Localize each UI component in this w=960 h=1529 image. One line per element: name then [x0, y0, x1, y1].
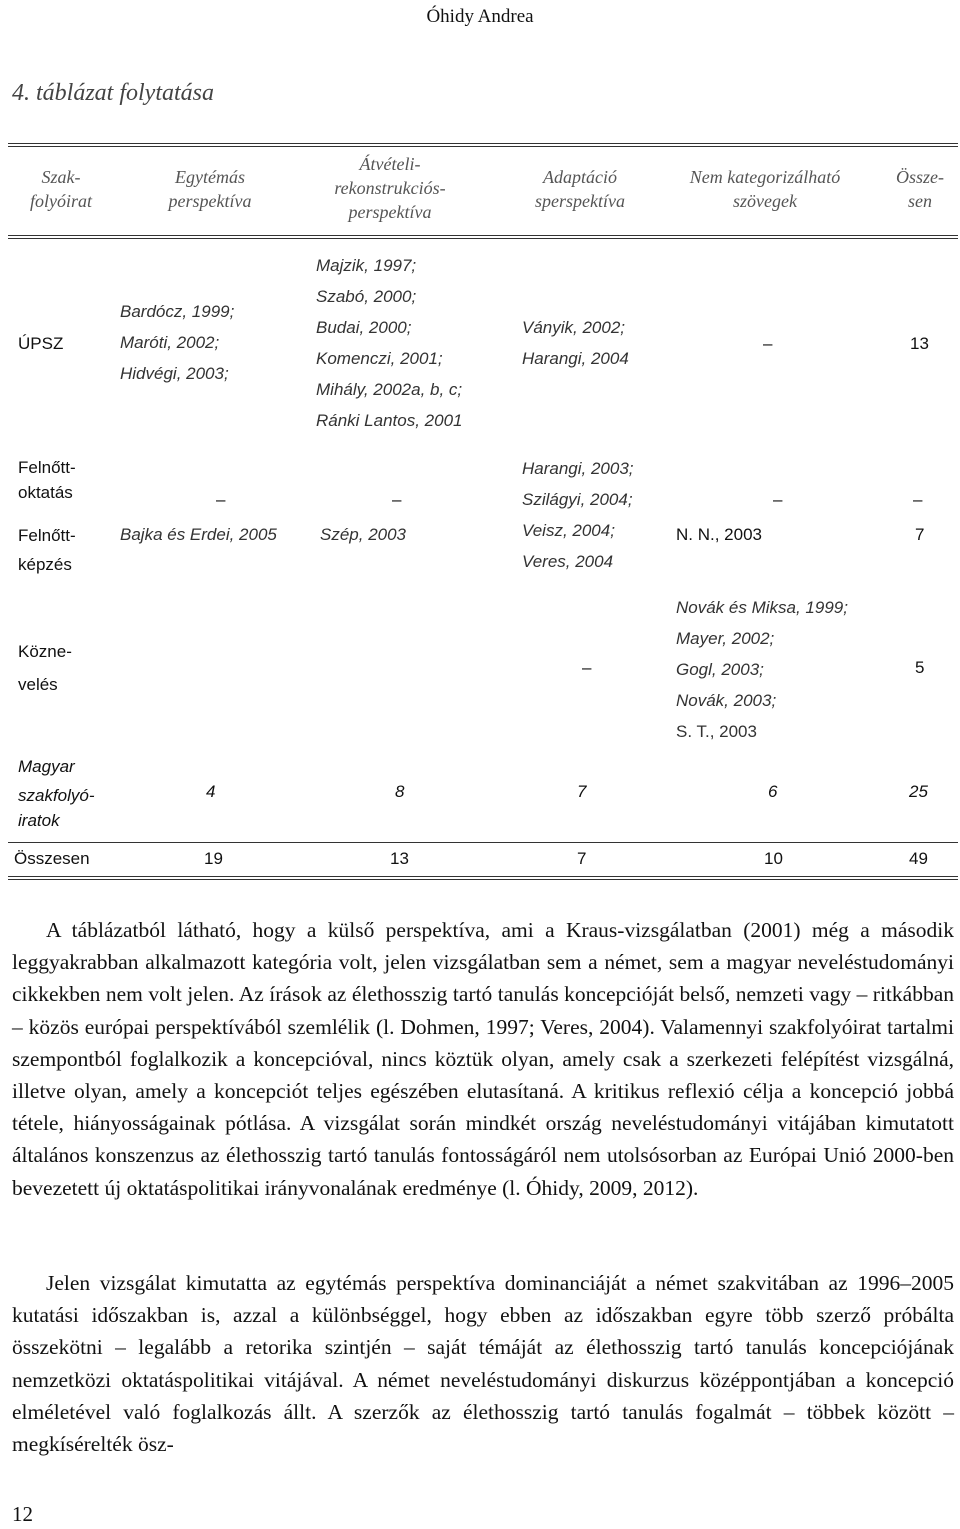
row-label-magyar: Magyar szakfolyó- iratok	[18, 757, 95, 830]
felnottoktatas-egytemas: –	[216, 490, 226, 509]
koznevelés-adaptacio: –	[582, 658, 592, 677]
felnottkepzes-atveteli: Szép, 2003	[320, 525, 407, 544]
osszesen-osszesen: 49	[909, 849, 928, 868]
table-total-rule	[8, 842, 958, 843]
magyar-atveteli: 8	[395, 782, 405, 801]
table-header-rule	[8, 235, 958, 239]
row-label-osszesen: Összesen	[14, 849, 90, 868]
upsz-osszesen: 13	[910, 334, 929, 353]
osszesen-adaptacio: 7	[577, 849, 587, 868]
felnott-adaptacio: Harangi, 2003; Szilágyi, 2004; Veisz, 2004; Veres, 2004	[522, 459, 634, 571]
upsz-adaptacio: Ványik, 2002; Harangi, 2004	[522, 318, 629, 368]
body-paragraph-2: Jelen vizsgálat kimutatta az egytémás perspektíva dominanciáját a német szakvitában az 1996–2005 kutatási időszakban is, azzal a különbséggel, hogy ebben az időszakban egyre több szerző próbálta összekötni – legalább a retorika szintjén – saját témáját az élethosszig tartó tanulás koncepciójának nemzetközi oktatáspolitikai vitájával. A német neveléstudományi diskurzus középpontjában a koncepció elméletével való foglalkozás állt. A szerzők az élethosszig tartó tanulás fogalmát – többek között – megkísérelték ösz-	[12, 1271, 954, 1457]
magyar-egytemas: 4	[206, 782, 216, 801]
col-header-egytemas: Egytémás perspektíva	[168, 167, 252, 211]
upsz-atveteli: Majzik, 1997; Szabó, 2000; Budai, 2000; Komenczi, 2001; Mihály, 2002a, b, c; Ránki Lantos, 2001	[316, 256, 463, 430]
table-caption: 4. táblázat folytatása	[12, 80, 215, 106]
row-label-upsz: ÚPSZ	[18, 334, 64, 353]
koznevelés-osszesen: 5	[915, 658, 925, 677]
col-header-szakfolyoirat: Szak- folyóirat	[30, 167, 92, 211]
row-label-felnottkepzes: Felnőtt- képzés	[18, 526, 76, 574]
row-label-felnottoktatas: Felnőtt- oktatás	[18, 458, 76, 502]
magyar-osszesen: 25	[909, 782, 928, 801]
felnottoktatas-nem-kat: –	[773, 490, 783, 509]
col-header-atveteli: Átvételi- rekonstrukciós- perspektíva	[334, 154, 446, 222]
osszesen-atveteli: 13	[390, 849, 409, 868]
col-header-osszesen: Össze- sen	[896, 167, 944, 211]
felnottoktatas-atveteli: –	[392, 490, 402, 509]
felnottkepzes-osszesen: 7	[915, 525, 925, 544]
magyar-nem-kat: 6	[768, 782, 778, 801]
osszesen-egytemas: 19	[204, 849, 223, 868]
felnottoktatas-osszesen: –	[913, 490, 923, 509]
col-header-adaptacio: Adaptáció sperspektíva	[535, 167, 625, 211]
koznevelés-nem-kat: Novák és Miksa, 1999; Mayer, 2002; Gogl, 2003; Novák, 2003; S. T., 2003	[676, 598, 848, 741]
table-bottom-rule	[8, 876, 958, 880]
page-number: 12	[12, 1502, 33, 1526]
osszesen-nem-kat: 10	[764, 849, 783, 868]
body-paragraph-1: A táblázatból látható, hogy a külső perspektíva, ami a Kraus-vizsgálatban (2001) még a második leggyakrabban alkalmazott kategória volt, jelen vizsgálatban sem a német, sem a magyar neveléstudományi cikkekben nem volt jelen. Az írások az élethosszig tartó tanulás koncepcióját belső, nemzeti vagy – ritkábban – közös európai perspektívából szemlélik (l. Dohmen, 1997; Veres, 2004). Valamennyi szakfolyóirat tartalmi szempontból foglalkozik a koncepcióval, nincs köztük olyan, amely csak a szerkezeti felépítést vizsgálná, illetve olyan, amely a koncepciót teljes egészében elutasítaná. A kritikus reflexió célja a koncepció jobbá tétele, hiányosságainak pótlása. A vizsgálat során mindkét ország neveléstudományi vitájában kimutatott általános konszenzus az élethosszig tartó tanulás fontosságáról nem utolsósorban az Európai Unió 2000-ben bevezetett új oktatáspolitikai irányvonalának eredménye (l. Óhidy, 2009, 2012).	[12, 918, 954, 1200]
row-label-koznevelés: Közne- velés	[18, 642, 72, 694]
upsz-nem-kat: –	[763, 334, 773, 353]
col-header-nem-kat: Nem kategorizálható szövegek	[689, 167, 841, 211]
felnottkepzes-egytemas: Bajka és Erdei, 2005	[120, 525, 277, 544]
upsz-egytemas: Bardócz, 1999; Maróti, 2002; Hidvégi, 2003;	[120, 302, 235, 383]
table-top-rule	[8, 143, 958, 147]
felnottkepzes-nem-kat: N. N., 2003	[676, 525, 762, 544]
magyar-adaptacio: 7	[577, 782, 587, 801]
running-header: Óhidy Andrea	[426, 6, 534, 27]
